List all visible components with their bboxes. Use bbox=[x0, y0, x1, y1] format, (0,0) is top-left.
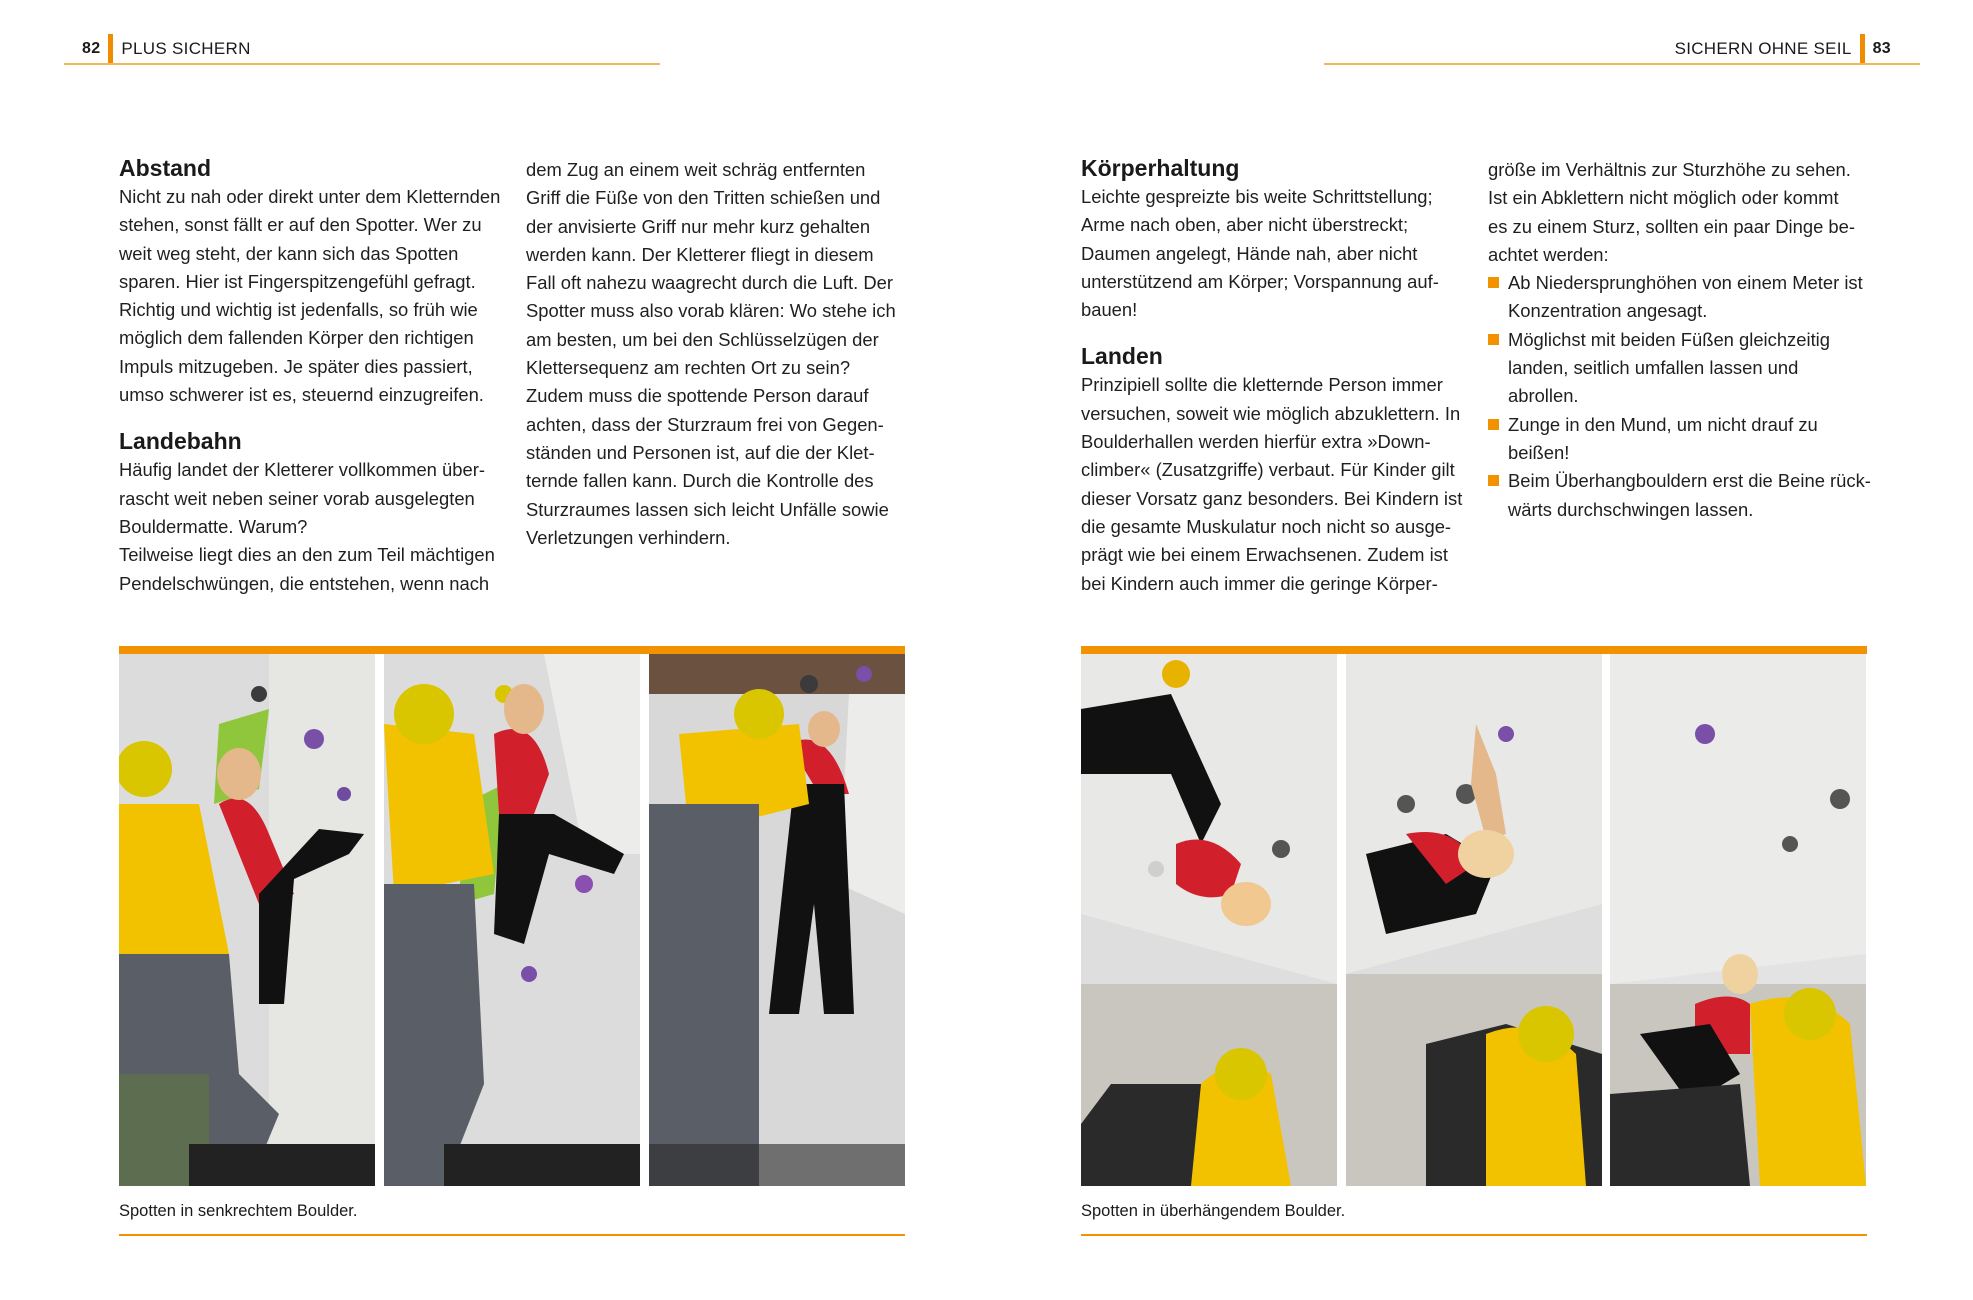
left-column-1 bbox=[119, 153, 514, 598]
text-line: werden kann. Der Kletterer fliegt in diesem bbox=[526, 243, 874, 265]
left-column-2 bbox=[526, 156, 921, 552]
tips-list bbox=[1488, 269, 1888, 524]
text-line: Spotter muss also vorab klären: Wo stehe ich bbox=[526, 300, 896, 322]
heading-abstand: Abstand bbox=[119, 155, 211, 181]
right-header-title: SICHERN OHNE SEIL bbox=[1674, 38, 1852, 58]
text-line: weit weg steht, der kann sich das Spotten bbox=[119, 242, 459, 264]
text-line: unterstützend am Körper; Vorspannung auf- bbox=[1081, 270, 1439, 292]
list-item: Beim Überhangbouldern erst die Beine rück- wärts durchschwingen lassen. bbox=[1488, 467, 1888, 524]
heading-koerperhaltung: Körperhaltung bbox=[1081, 155, 1240, 181]
text-line: Arme nach oben, aber nicht überstreckt; bbox=[1081, 214, 1409, 236]
left-header-title: PLUS SICHERN bbox=[121, 38, 251, 58]
left-running-header bbox=[82, 34, 251, 63]
photo-vertical-1 bbox=[119, 654, 375, 1186]
text-line: ternde fallen kann. Durch die Kontrolle des bbox=[526, 470, 874, 492]
text-line: sparen. Hier ist Fingerspitzengefühl gefragt. bbox=[119, 270, 476, 292]
text-line: Griff die Füße von den Tritten schießen und bbox=[526, 187, 881, 209]
text-line: rascht weit neben seiner vorab ausgelegten bbox=[119, 487, 475, 509]
text-line: Boulderhallen werden hierfür extra »Down- bbox=[1081, 431, 1431, 453]
list-item: Zunge in den Mund, um nicht drauf zu beißen! bbox=[1488, 411, 1888, 468]
text-line: am besten, um bei den Schlüsselzügen der bbox=[526, 328, 879, 350]
text-line: dem Zug an einem weit schräg entfernten bbox=[526, 159, 866, 180]
text-line: der anvisierte Griff nur mehr kurz gehalten bbox=[526, 215, 871, 237]
left-page-number: 82 bbox=[82, 39, 101, 57]
photo-overhang-3 bbox=[1610, 654, 1866, 1186]
left-photo-caption: Spotten in senkrechtem Boulder. bbox=[119, 1202, 358, 1220]
left-photo-top-bar bbox=[119, 646, 905, 654]
right-running-header bbox=[1675, 34, 1891, 63]
text-line: Nicht zu nah oder direkt unter dem Kletternden bbox=[119, 186, 501, 207]
right-caption-rule bbox=[1081, 1234, 1867, 1236]
text-line: Sturzraumes lassen sich leicht Unfälle sowie bbox=[526, 498, 889, 520]
header-accent-bar bbox=[108, 34, 113, 63]
text-line: die gesamte Muskulatur noch nicht so ausge- bbox=[1081, 515, 1452, 537]
text-line: Fall oft nahezu waagrecht durch die Luft. Der bbox=[526, 272, 893, 294]
left-caption-rule bbox=[119, 1234, 905, 1236]
text-line: Zudem muss die spottende Person darauf bbox=[526, 385, 869, 407]
text-line: Teilweise liegt dies an den zum Teil mächtigen bbox=[119, 544, 495, 566]
header-accent-bar bbox=[1860, 34, 1865, 63]
text-line: Klettersequenz am rechten Ort zu sein? bbox=[526, 357, 851, 379]
right-column-1 bbox=[1081, 153, 1476, 598]
right-photo-top-bar bbox=[1081, 646, 1867, 654]
text-line: möglich dem fallenden Körper den richtigen bbox=[119, 327, 474, 349]
right-column-2 bbox=[1488, 156, 1888, 524]
heading-landen: Landen bbox=[1081, 343, 1163, 370]
text-line: bauen! bbox=[1081, 299, 1138, 321]
text-line: Daumen angelegt, Hände nah, aber nicht bbox=[1081, 242, 1418, 264]
photo-overhang-2 bbox=[1346, 654, 1602, 1186]
right-page-number: 83 bbox=[1872, 39, 1891, 57]
text-line: Leichte gespreizte bis weite Schrittstellung; bbox=[1081, 186, 1433, 207]
text-line: Impuls mitzugeben. Je später dies passiert, bbox=[119, 355, 473, 377]
text-line: es zu einem Sturz, sollten ein paar Dinge be- bbox=[1488, 215, 1855, 237]
text-line: prägt wie bei einem Erwachsenen. Zudem ist bbox=[1081, 544, 1448, 566]
text-line: dieser Vorsatz ganz besonders. Bei Kindern ist bbox=[1081, 487, 1463, 509]
list-item: Möglichst mit beiden Füßen gleichzeitig landen, seitlich umfallen lassen und abrollen. bbox=[1488, 326, 1888, 411]
photo-vertical-3 bbox=[649, 654, 905, 1186]
text-line: größe im Verhältnis zur Sturzhöhe zu sehen. bbox=[1488, 159, 1851, 180]
text-line: umso schwerer ist es, steuernd einzugreifen. bbox=[119, 384, 484, 406]
right-photo-caption: Spotten in überhängendem Boulder. bbox=[1081, 1202, 1346, 1220]
text-line: Prinzipiell sollte die kletternde Person immer bbox=[1081, 374, 1443, 396]
right-header-rule bbox=[1324, 63, 1920, 65]
text-line: bei Kindern auch immer die geringe Körper- bbox=[1081, 572, 1438, 594]
text-line: Richtig und wichtig ist jedenfalls, so früh wie bbox=[119, 299, 478, 321]
photo-overhang-1 bbox=[1081, 654, 1337, 1186]
text-line: versuchen, soweit wie möglich abzuklettern. In bbox=[1081, 402, 1461, 424]
text-line: Ist ein Abklettern nicht möglich oder kommt bbox=[1488, 187, 1839, 209]
text-line: achtet werden: bbox=[1488, 243, 1609, 265]
text-line: climber« (Zusatzgriffe) verbaut. Für Kinder gilt bbox=[1081, 459, 1455, 481]
text-line: Verletzungen verhindern. bbox=[526, 526, 731, 548]
text-line: achten, dass der Sturzraum frei von Gegen- bbox=[526, 413, 884, 435]
left-header-rule bbox=[64, 63, 660, 65]
text-line: Häufig landet der Kletterer vollkommen über- bbox=[119, 459, 485, 481]
list-item: Ab Niedersprunghöhen von einem Meter ist Konzentration angesagt. bbox=[1488, 269, 1888, 326]
text-line: ständen und Personen ist, auf die der Klet- bbox=[526, 441, 875, 463]
text-line: Pendelschwüngen, die entstehen, wenn nach bbox=[119, 572, 490, 594]
text-line: stehen, sonst fällt er auf den Spotter. Wer zu bbox=[119, 214, 482, 236]
photo-vertical-2 bbox=[384, 654, 640, 1186]
text-line: Bouldermatte. Warum? bbox=[119, 515, 308, 537]
heading-landebahn: Landebahn bbox=[119, 428, 242, 455]
